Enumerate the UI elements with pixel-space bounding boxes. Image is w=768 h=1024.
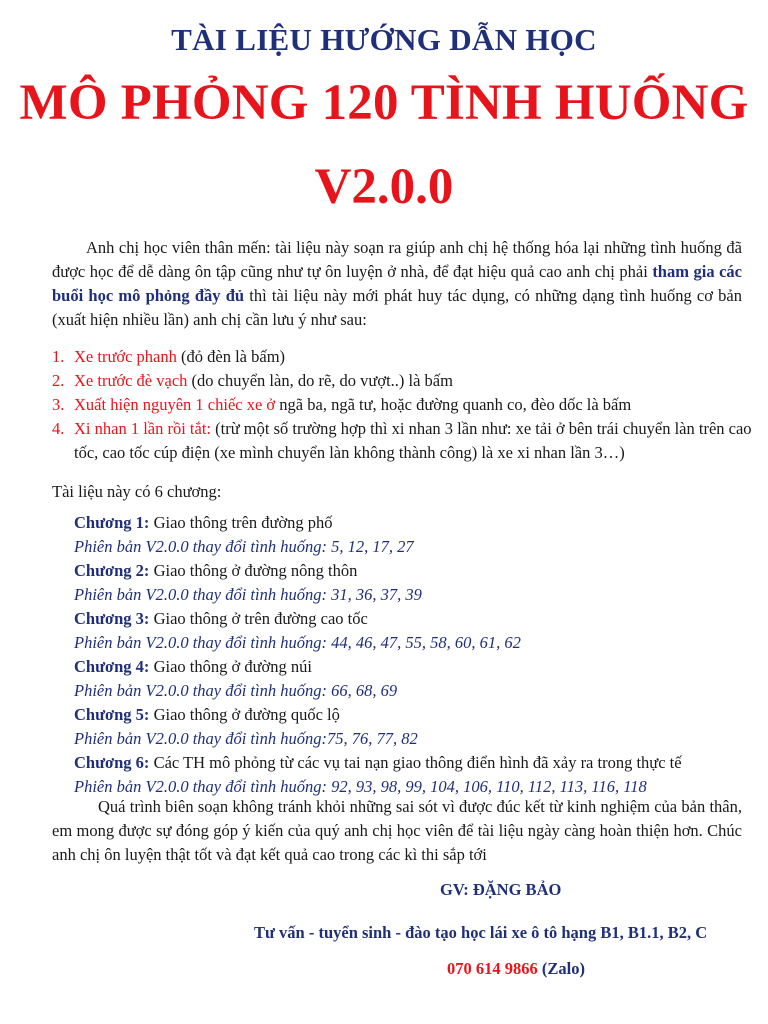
document-title-line2: MÔ PHỎNG 120 TÌNH HUỐNG [19, 75, 749, 131]
document-version-title: V2.0.0 [314, 159, 454, 215]
tip-item [52, 393, 752, 417]
chapter-heading [74, 511, 754, 535]
chapter-title: Giao thông ở đường nông thôn [149, 561, 358, 580]
tip-number: 4. [52, 419, 65, 438]
chapter-list [74, 511, 754, 799]
chapter-heading [74, 751, 754, 775]
document-title-line1: TÀI LIỆU HƯỚNG DẪN HỌC [171, 22, 597, 57]
chapter-version-note: Phiên bản V2.0.0 thay đổi tình huống: 5, 12, 17, 27 [74, 537, 414, 556]
tip-number: 1. [52, 347, 65, 366]
tip-detail: (do chuyển làn, do rẽ, do vượt..) là bấm [187, 371, 453, 390]
tip-detail: ngã ba, ngã tư, hoặc đường quanh co, đèo dốc là bấm [275, 395, 632, 414]
chapter-heading [74, 703, 754, 727]
chapter-label: Chương 4: [74, 657, 150, 676]
tip-highlight: Xi nhan 1 lần rồi tắt: [74, 419, 212, 438]
tips-list [52, 345, 752, 465]
intro-emphasis: tham gia các buổi học mô phỏng đầy đủ [52, 262, 742, 305]
chapter-title: Giao thông ở đường núi [149, 657, 312, 676]
chapter-label: Chương 2: [74, 561, 150, 580]
tip-detail: (trừ một số trường hợp thì xi nhan 3 lần như: xe tải ở bên trái chuyển làn trên cao tốc, cao tốc cúp điện (xe mình chuyển làn không thành công) là xe xi nhan lần 3…) [74, 419, 752, 462]
chapter-label: Chương 6: [74, 753, 150, 772]
intro-paragraph [52, 236, 742, 332]
author-signature: GV: ĐẶNG BẢO [440, 880, 562, 899]
chapter-version-note: Phiên bản V2.0.0 thay đổi tình huống: 44, 46, 47, 55, 58, 60, 61, 62 [74, 633, 521, 652]
tip-highlight: Xuất hiện nguyên 1 chiếc xe ở [74, 395, 276, 414]
consult-line: Tư vấn - tuyển sinh - đào tạo học lái xe ô tô hạng B1, B1.1, B2, C [254, 923, 708, 942]
chapter-label: Chương 5: [74, 705, 150, 724]
chapter-label: Chương 3: [74, 609, 150, 628]
zalo-label: (Zalo) [537, 959, 585, 978]
chapter-version-note: Phiên bản V2.0.0 thay đổi tình huống: 31, 36, 37, 39 [74, 585, 422, 604]
chapter-heading [74, 607, 754, 631]
tip-highlight: Xe trước phanh [74, 347, 177, 366]
tip-item [52, 369, 752, 393]
intro-text-end: thì tài liệu này mới phát huy tác dụng, có những dạng tình huống cơ bản (xuất hiện nhiều lần) anh chị cần lưu ý như sau: [52, 286, 742, 329]
intro-text-start: Anh chị học viên thân mến: tài liệu này soạn ra giúp anh chị hệ thống hóa lại những tình huống đã được học để dễ dàng ôn tập cũng như tự ôn luyện ở nhà, để đạt hiệu quả cao anh chị phải [52, 238, 742, 281]
chapter-heading [74, 559, 754, 583]
chapter-version-note: Phiên bản V2.0.0 thay đổi tình huống: 92, 93, 98, 99, 104, 106, 110, 112, 113, 116, 118 [74, 777, 647, 796]
contact-phone [447, 959, 747, 979]
chapter-version-note: Phiên bản V2.0.0 thay đổi tình huống:75, 76, 77, 82 [74, 729, 418, 748]
chapter-title: Giao thông ở trên đường cao tốc [149, 609, 368, 628]
tip-item [52, 417, 752, 465]
chapter-title: Giao thông ở đường quốc lộ [149, 705, 340, 724]
tip-number: 2. [52, 371, 65, 390]
tip-highlight: Xe trước đè vạch [74, 371, 188, 390]
tip-detail: (đỏ đèn là bấm) [176, 347, 286, 366]
chapter-label: Chương 1: [74, 513, 150, 532]
tip-item [52, 345, 752, 369]
chapter-version-note: Phiên bản V2.0.0 thay đổi tình huống: 66, 68, 69 [74, 681, 398, 700]
tip-number: 3. [52, 395, 65, 414]
closing-paragraph: Quá trình biên soạn không tránh khỏi những sai sót vì được đúc kết từ kinh nghiệm của bản thân, em mong được sự đóng góp ý kiến của quý anh chị học viên để tài liệu ngày càng hoàn thiện hơn. Chúc anh chị ôn luyện thật tốt và đạt kết quả cao trong các kì thi sắp tới [52, 797, 742, 864]
chapter-title: Các TH mô phỏng từ các vụ tai nạn giao thông điển hình đã xảy ra trong thực tế [149, 753, 682, 772]
chapter-heading [74, 655, 754, 679]
phone-number: 070 614 9866 [447, 959, 538, 978]
chapter-title: Giao thông trên đường phố [149, 513, 333, 532]
chapters-intro: Tài liệu này có 6 chương: [52, 482, 222, 501]
